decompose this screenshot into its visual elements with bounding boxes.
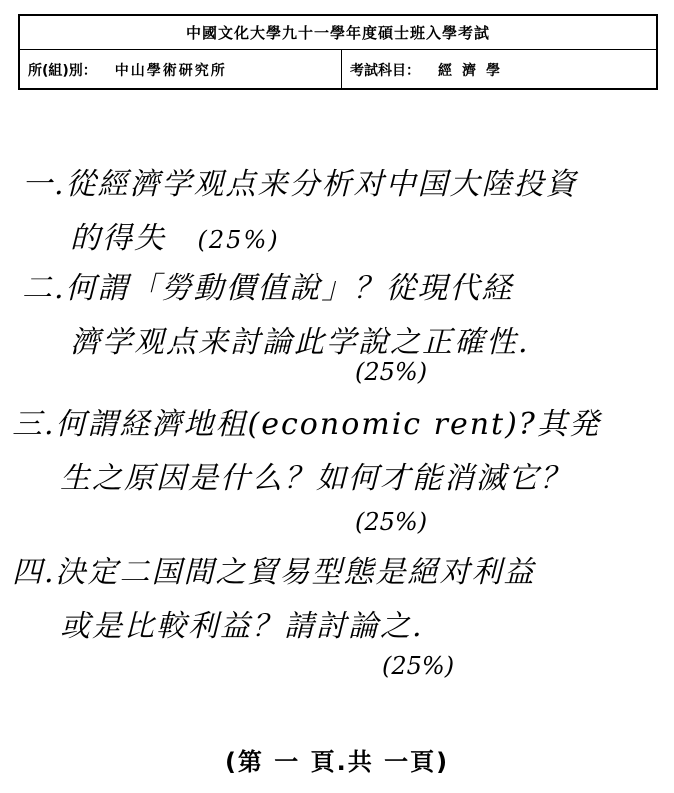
question-4-line-1 [12, 546, 536, 600]
question-1-line-1 [22, 158, 578, 212]
department-value: 中山學術研究所 [114, 62, 227, 79]
question-3 [12, 398, 601, 506]
question-2-text-2: 濟学观点来討論此学說之正確性. [70, 325, 530, 360]
question-4-score: (25%) [382, 652, 455, 680]
question-3-text-1: 何謂経濟地租(economic rent)?其発 [55, 407, 601, 442]
question-2-score: (25%) [355, 358, 428, 386]
question-4-text-2: 或是比較利益？請討論之. [60, 609, 424, 644]
question-1-text-1: 從經濟学观点来分析对中国大陸投資 [65, 167, 578, 202]
subject-cell [342, 50, 656, 89]
question-2 [22, 262, 530, 370]
question-3-number: 三. [12, 407, 56, 442]
question-3-text-2: 生之原因是什么？如何才能消滅它？ [60, 461, 572, 496]
question-1 [22, 158, 578, 267]
question-3-line-2 [12, 452, 601, 506]
question-2-line-2 [22, 316, 530, 370]
question-3-score: (25%) [355, 508, 428, 536]
question-1-text-2: 的得失 [70, 221, 166, 256]
question-1-score: (25%) [197, 226, 280, 254]
question-2-line-1 [22, 262, 530, 316]
subject-value: 經濟學 [438, 62, 510, 79]
question-4 [12, 546, 536, 654]
subject-label: 考試科目： [350, 62, 420, 79]
question-4-text-1: 決定二国間之貿易型態是絕对利益 [55, 555, 536, 590]
question-4-line-2 [12, 600, 536, 654]
exam-info-row [20, 50, 656, 89]
page-number-footer: (第 一 頁.共 一頁) [224, 748, 450, 776]
question-3-line-1 [12, 398, 601, 452]
question-4-number: 四. [12, 555, 56, 590]
question-1-number: 一. [22, 167, 66, 202]
question-2-text-1: 何謂「勞動價值說」？從現代経 [65, 271, 514, 306]
exam-title: 中國文化大學九十一學年度碩士班入學考試 [20, 16, 656, 50]
department-cell [20, 50, 342, 89]
department-label: 所(組)別： [28, 62, 97, 79]
question-1-line-2 [22, 212, 578, 267]
question-2-number: 二. [22, 271, 66, 306]
exam-header-box [18, 14, 658, 90]
